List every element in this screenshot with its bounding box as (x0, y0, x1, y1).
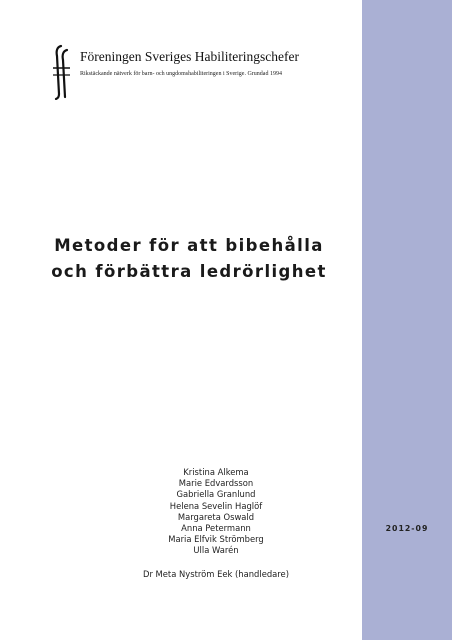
author-name: Gabriella Granlund (176, 489, 256, 500)
author-name: Kristina Alkema (183, 467, 249, 477)
decorative-sidebar (362, 0, 452, 640)
organization-name: Föreningen Sveriges Habiliteringschefer (80, 49, 299, 64)
author-name: Anna Petermann (181, 523, 251, 534)
publication-date: 2012-09 (385, 524, 429, 533)
author-name: Marie Edvardsson (178, 478, 254, 489)
document-title (40, 233, 338, 285)
author-name: Ulla Warén (193, 545, 239, 556)
organization-tagline: Rikstäckande nätverk för barn- och ungdomshabiliteringen i Sverige. Grundad 1994 (80, 71, 282, 77)
title-line-1: Metoder för att bibehålla (54, 236, 324, 255)
title-line-2: och förbättra ledrörlighet (51, 262, 327, 281)
author-list (100, 467, 332, 557)
organization-logo-icon (50, 44, 72, 100)
supervisor-name: Dr Meta Nyström Eek (handledare) (143, 569, 289, 579)
author-name: Maria Elfvik Strömberg (168, 534, 264, 545)
author-name: Helena Sevelin Haglöf (169, 500, 263, 511)
author-name: Margareta Oswald (177, 511, 255, 522)
